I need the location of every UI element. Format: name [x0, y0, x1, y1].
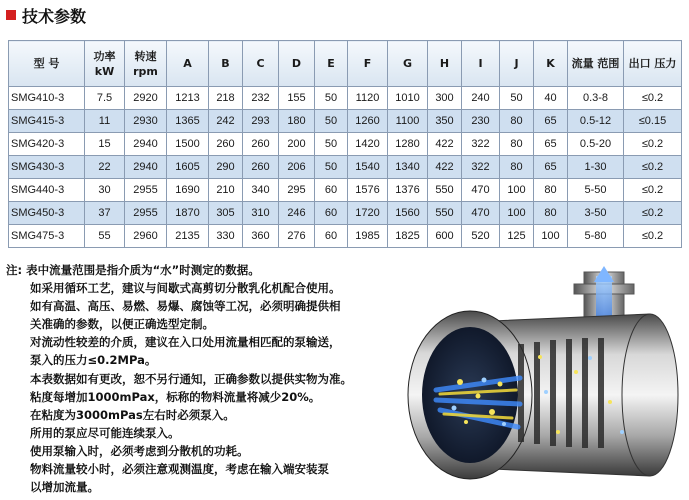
note-line: 泵入的压力≤0.2MPa。	[30, 353, 157, 368]
table-cell-c: 260	[243, 133, 279, 156]
table-cell-g: 1825	[388, 225, 428, 248]
column-header-pressure: 出口 压力	[624, 41, 682, 87]
spec-table-header	[9, 41, 682, 87]
table-cell-f: 1260	[348, 110, 388, 133]
table-cell-e: 50	[315, 110, 348, 133]
table-cell-c: 232	[243, 87, 279, 110]
table-cell-j: 80	[500, 156, 534, 179]
table-cell-pressure: ≤0.2	[624, 87, 682, 110]
column-header-f: F	[348, 41, 388, 87]
column-header-a: A	[167, 41, 209, 87]
table-cell-power: 30	[85, 179, 125, 202]
table-cell-power: 22	[85, 156, 125, 179]
note-line: 本表数据如有更改，恕不另行通知，正确参数以提供实物为准。	[30, 371, 352, 386]
table-cell-pressure: ≤0.2	[624, 156, 682, 179]
table-cell-h: 422	[428, 156, 462, 179]
table-cell-j: 100	[500, 179, 534, 202]
table-cell-e: 50	[315, 87, 348, 110]
table-cell-i: 230	[462, 110, 500, 133]
table-cell-g: 1010	[388, 87, 428, 110]
table-cell-g: 1280	[388, 133, 428, 156]
note-line: 粘度每增加1000mPax，标称的物料流量将减少20%。	[30, 389, 321, 404]
table-row	[9, 156, 682, 179]
table-row	[9, 110, 682, 133]
table-cell-h: 550	[428, 202, 462, 225]
column-header-k: K	[534, 41, 568, 87]
table-cell-h: 550	[428, 179, 462, 202]
table-cell-flow: 1-30	[568, 156, 624, 179]
table-cell-k: 65	[534, 156, 568, 179]
table-cell-b: 218	[209, 87, 243, 110]
table-cell-d: 246	[279, 202, 315, 225]
table-cell-e: 50	[315, 156, 348, 179]
table-cell-speed: 2940	[125, 133, 167, 156]
note-line: 对流动性较差的介质，建议在入口处用流量相匹配的泵输送，	[30, 335, 341, 350]
table-cell-c: 310	[243, 202, 279, 225]
column-header-flow: 流量 范围	[568, 41, 624, 87]
table-cell-power: 7.5	[85, 87, 125, 110]
table-cell-b: 330	[209, 225, 243, 248]
table-cell-f: 1420	[348, 133, 388, 156]
table-cell-k: 65	[534, 110, 568, 133]
column-header-e: E	[315, 41, 348, 87]
note-line: 以增加流量。	[30, 480, 99, 495]
table-cell-f: 1120	[348, 87, 388, 110]
table-cell-b: 290	[209, 156, 243, 179]
table-row	[9, 225, 682, 248]
table-cell-flow: 5-50	[568, 179, 624, 202]
table-cell-flow: 3-50	[568, 202, 624, 225]
column-header-i: I	[462, 41, 500, 87]
section-bullet-icon	[6, 10, 16, 20]
table-cell-j: 80	[500, 110, 534, 133]
table-cell-b: 260	[209, 133, 243, 156]
table-row	[9, 87, 682, 110]
table-cell-j: 125	[500, 225, 534, 248]
table-cell-h: 600	[428, 225, 462, 248]
note-line: 在粘度为3000mPas左右时必须泵入。	[30, 407, 235, 422]
note-line: 如有高温、高压、易燃、易爆、腐蚀等工况，必须明确提供相	[30, 299, 341, 314]
table-cell-power: 15	[85, 133, 125, 156]
table-cell-pressure: ≤0.2	[624, 133, 682, 156]
note-heading-line: 注: 表中流量范围是指介质为“水”时测定的数据。	[6, 263, 260, 277]
table-cell-pressure: ≤0.2	[624, 179, 682, 202]
note-line: 使用泵输入时，必须考虑到分散机的功耗。	[30, 443, 249, 458]
table-cell-pressure: ≤0.2	[624, 202, 682, 225]
table-cell-speed: 2920	[125, 87, 167, 110]
table-cell-b: 210	[209, 179, 243, 202]
table-cell-k: 100	[534, 225, 568, 248]
table-cell-i: 240	[462, 87, 500, 110]
table-cell-flow: 0.3-8	[568, 87, 624, 110]
column-header-b: B	[209, 41, 243, 87]
table-row	[9, 202, 682, 225]
table-cell-k: 80	[534, 202, 568, 225]
table-cell-e: 60	[315, 179, 348, 202]
table-cell-model: SMG415-3	[9, 110, 85, 133]
table-cell-flow: 5-80	[568, 225, 624, 248]
spec-table	[8, 40, 682, 248]
table-cell-flow: 0.5-12	[568, 110, 624, 133]
table-cell-f: 1720	[348, 202, 388, 225]
dispersion-machine-illustration	[400, 262, 689, 500]
table-cell-a: 1605	[167, 156, 209, 179]
notes-block	[6, 261, 394, 496]
table-cell-c: 340	[243, 179, 279, 202]
table-cell-i: 322	[462, 133, 500, 156]
table-cell-e: 60	[315, 225, 348, 248]
column-header-g: G	[388, 41, 428, 87]
column-header-h: H	[428, 41, 462, 87]
table-cell-d: 295	[279, 179, 315, 202]
table-cell-g: 1560	[388, 202, 428, 225]
table-cell-a: 2135	[167, 225, 209, 248]
section-title: 技术参数	[22, 6, 87, 26]
table-cell-speed: 2940	[125, 156, 167, 179]
table-cell-a: 1690	[167, 179, 209, 202]
table-cell-d: 276	[279, 225, 315, 248]
table-cell-g: 1376	[388, 179, 428, 202]
table-cell-power: 11	[85, 110, 125, 133]
table-cell-a: 1500	[167, 133, 209, 156]
column-header-c: C	[243, 41, 279, 87]
table-cell-power: 37	[85, 202, 125, 225]
table-cell-b: 305	[209, 202, 243, 225]
table-cell-c: 260	[243, 156, 279, 179]
table-cell-i: 470	[462, 179, 500, 202]
table-cell-d: 155	[279, 87, 315, 110]
table-cell-f: 1985	[348, 225, 388, 248]
note-line: 物料流量较小时，必须注意观测温度，考虑在输入端安装泵	[30, 462, 329, 477]
table-cell-h: 300	[428, 87, 462, 110]
table-cell-e: 50	[315, 133, 348, 156]
table-cell-h: 350	[428, 110, 462, 133]
column-header-d: D	[279, 41, 315, 87]
table-cell-k: 65	[534, 133, 568, 156]
table-cell-k: 40	[534, 87, 568, 110]
table-cell-i: 322	[462, 156, 500, 179]
table-cell-model: SMG440-3	[9, 179, 85, 202]
column-header-power: 功率 kW	[85, 41, 125, 87]
table-cell-pressure: ≤0.2	[624, 225, 682, 248]
table-cell-k: 80	[534, 179, 568, 202]
table-cell-pressure: ≤0.15	[624, 110, 682, 133]
table-cell-g: 1340	[388, 156, 428, 179]
table-cell-j: 80	[500, 133, 534, 156]
table-cell-h: 422	[428, 133, 462, 156]
table-cell-d: 180	[279, 110, 315, 133]
column-header-model: 型 号	[9, 41, 85, 87]
table-cell-c: 293	[243, 110, 279, 133]
table-cell-a: 1365	[167, 110, 209, 133]
note-line: 所用的泵应尽可能连续泵入。	[30, 425, 180, 440]
table-cell-speed: 2930	[125, 110, 167, 133]
table-row	[9, 133, 682, 156]
table-cell-j: 50	[500, 87, 534, 110]
section-header	[6, 4, 86, 26]
table-cell-model: SMG430-3	[9, 156, 85, 179]
column-header-j: J	[500, 41, 534, 87]
table-cell-model: SMG420-3	[9, 133, 85, 156]
note-line: 如采用循环工艺，建议与间歇式高剪切分散乳化机配合使用。	[30, 281, 341, 296]
table-cell-g: 1100	[388, 110, 428, 133]
table-cell-i: 520	[462, 225, 500, 248]
table-cell-e: 60	[315, 202, 348, 225]
table-cell-power: 55	[85, 225, 125, 248]
table-cell-model: SMG475-3	[9, 225, 85, 248]
table-cell-flow: 0.5-20	[568, 133, 624, 156]
header-row	[9, 41, 682, 87]
table-cell-f: 1540	[348, 156, 388, 179]
table-cell-j: 100	[500, 202, 534, 225]
table-cell-b: 242	[209, 110, 243, 133]
table-cell-f: 1576	[348, 179, 388, 202]
table-cell-d: 206	[279, 156, 315, 179]
table-cell-model: SMG410-3	[9, 87, 85, 110]
table-cell-speed: 2955	[125, 202, 167, 225]
table-cell-i: 470	[462, 202, 500, 225]
table-cell-a: 1870	[167, 202, 209, 225]
table-cell-a: 1213	[167, 87, 209, 110]
note-line: 关准确的参数，以便正确选型定制。	[30, 317, 214, 332]
table-cell-speed: 2955	[125, 179, 167, 202]
table-cell-c: 360	[243, 225, 279, 248]
table-row	[9, 179, 682, 202]
table-cell-speed: 2960	[125, 225, 167, 248]
table-cell-d: 200	[279, 133, 315, 156]
column-header-speed: 转速 rpm	[125, 41, 167, 87]
table-cell-model: SMG450-3	[9, 202, 85, 225]
spec-table-body	[9, 87, 682, 248]
